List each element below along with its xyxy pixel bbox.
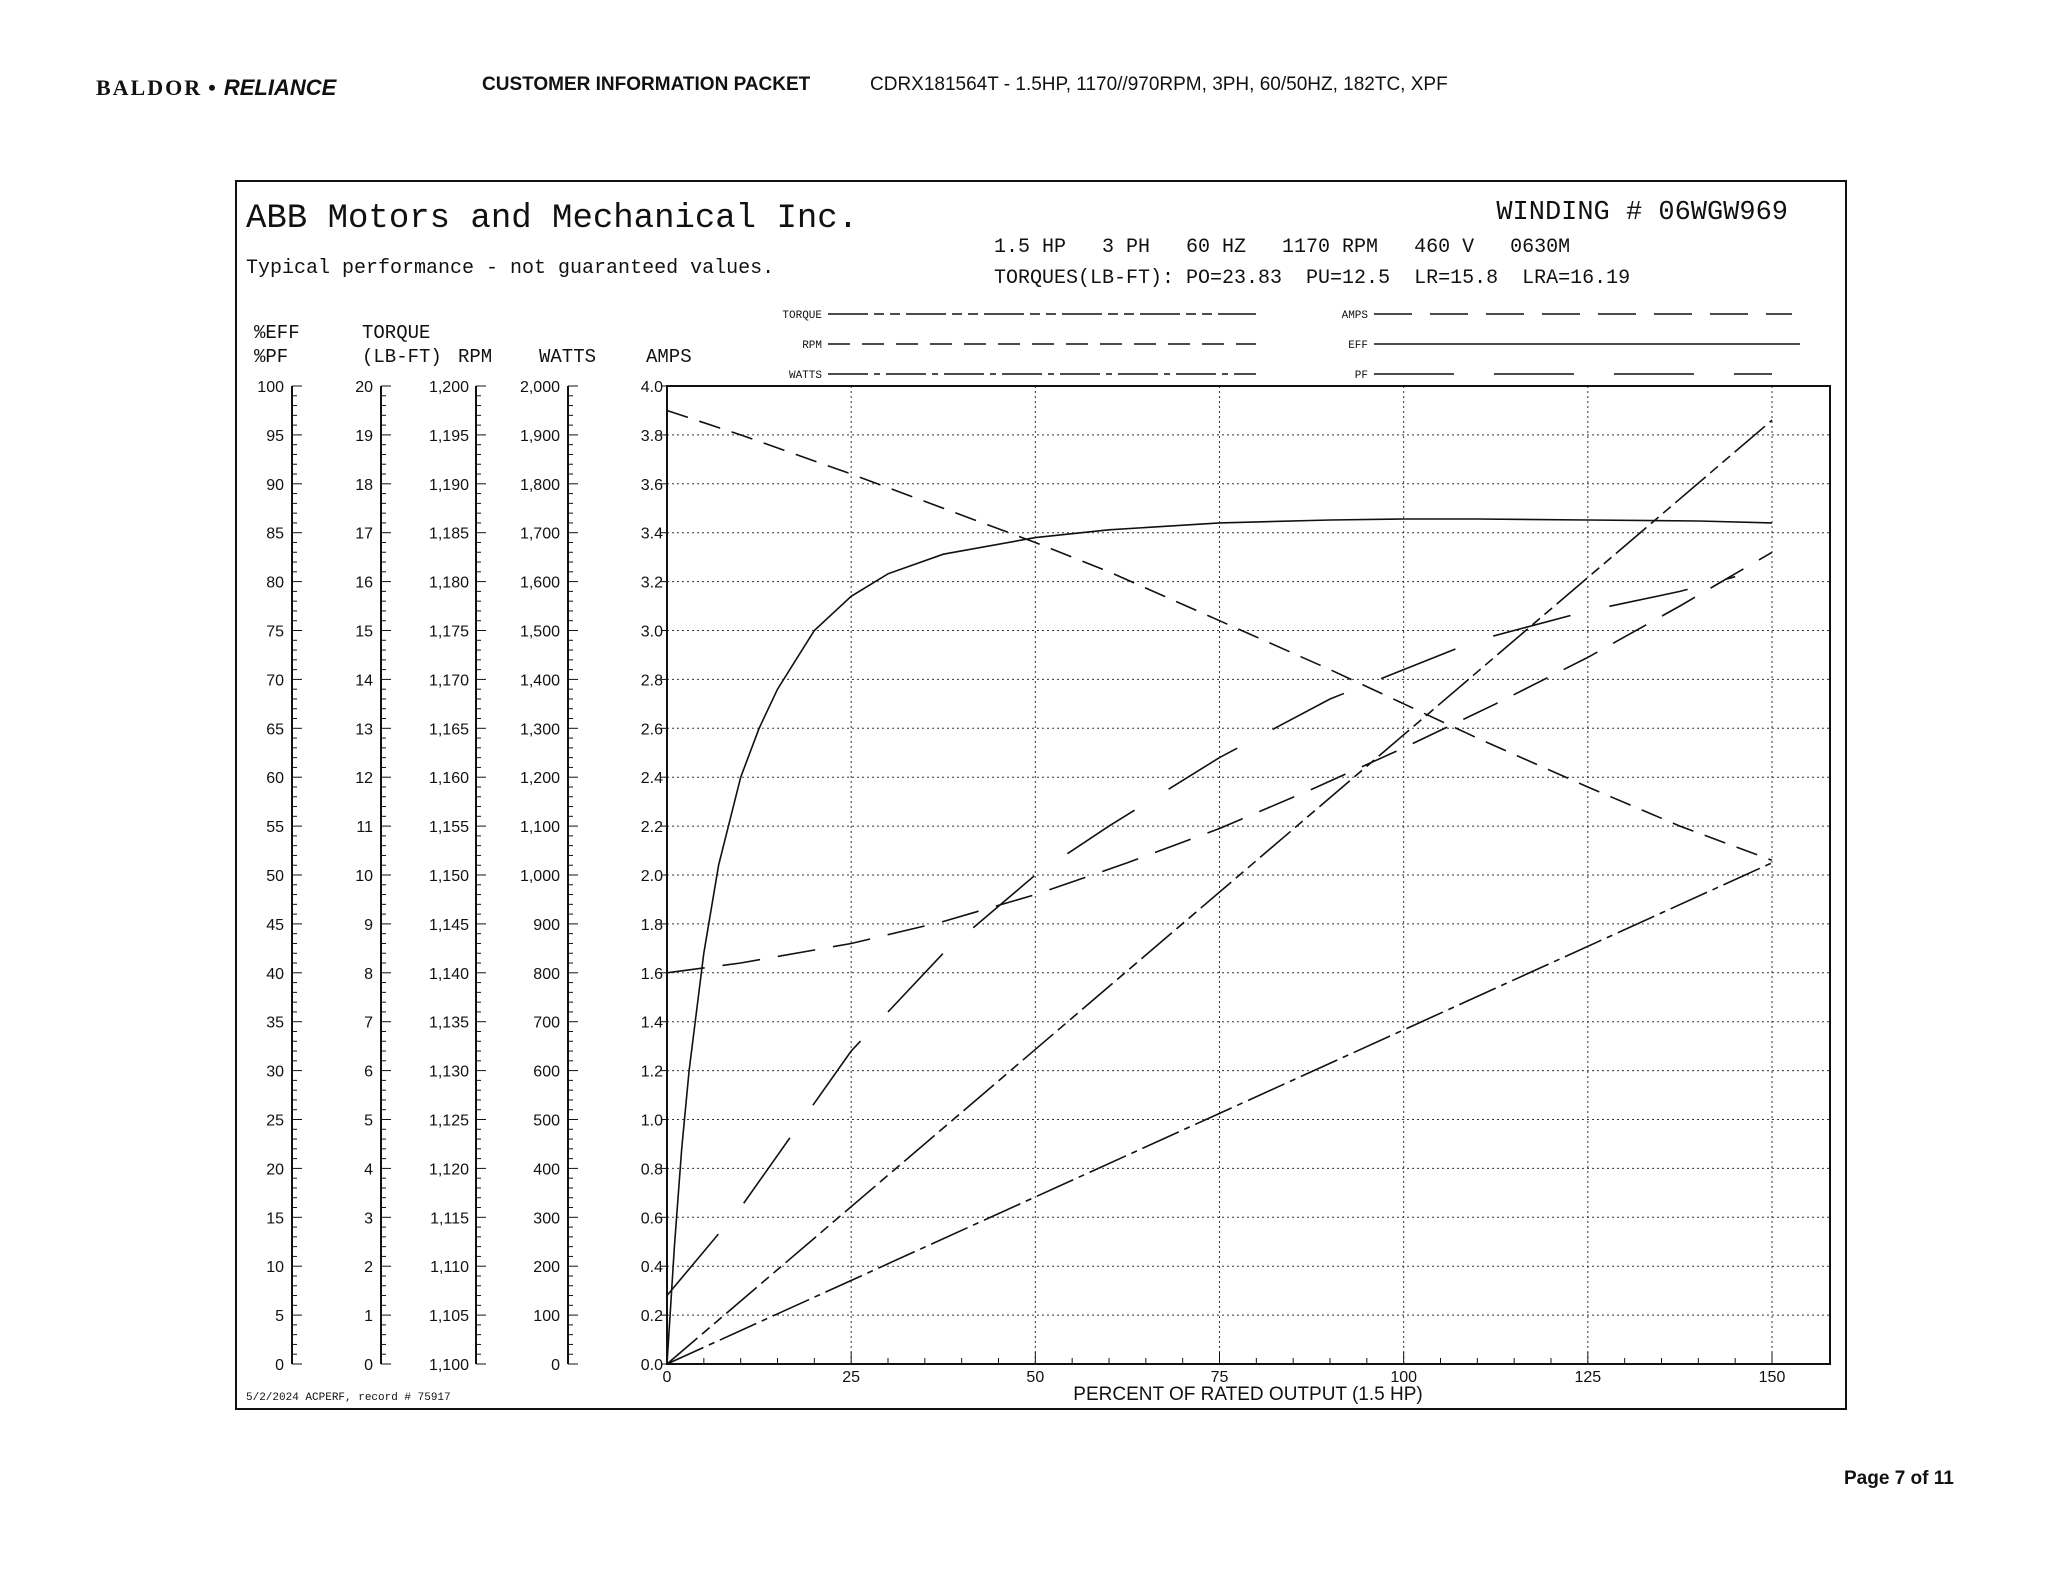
- y-tick-label: 1,145: [428, 916, 469, 934]
- y-tick-label: 100: [533, 1308, 560, 1326]
- axis-title: RPM: [458, 346, 493, 368]
- x-tick-label: 150: [1758, 1369, 1786, 1386]
- y-axis-3: [429, 346, 492, 1374]
- y-tick-label: 3: [364, 1210, 373, 1228]
- series-pf: [667, 577, 1735, 1296]
- x-tick-label: 50: [1026, 1369, 1045, 1386]
- packet-title: CUSTOMER INFORMATION PACKET: [482, 74, 811, 95]
- y-tick-label: 3.0: [640, 623, 663, 641]
- y-tick-label: 1,125: [428, 1112, 469, 1130]
- y-tick-label: 0.6: [640, 1210, 663, 1228]
- y-tick-label: 1.2: [640, 1063, 663, 1081]
- y-tick-label: 1,195: [428, 427, 469, 445]
- y-tick-label: 0.0: [640, 1357, 663, 1374]
- y-tick-label: 20: [266, 1161, 284, 1179]
- y-tick-label: 1,105: [428, 1308, 469, 1326]
- y-tick-label: 50: [266, 868, 284, 885]
- company-name: ABB Motors and Mechanical Inc.: [246, 200, 859, 238]
- y-tick-label: 100: [257, 379, 284, 396]
- y-tick-label: 1.8: [640, 916, 663, 934]
- y-tick-label: 35: [266, 1014, 284, 1032]
- y-tick-label: 1,000: [519, 868, 560, 885]
- y-tick-label: 1,400: [519, 672, 560, 690]
- y-tick-label: 0.8: [640, 1161, 663, 1179]
- brand-reliance: RELIANCE: [223, 75, 337, 100]
- y-tick-label: 1,185: [428, 525, 469, 543]
- y-tick-label: 1,100: [428, 1357, 469, 1374]
- y-tick-label: 500: [533, 1112, 560, 1130]
- y-tick-label: 900: [533, 916, 560, 934]
- y-tick-label: 3.2: [640, 574, 663, 592]
- y-tick-label: 1,500: [519, 623, 560, 641]
- y-tick-label: 2: [364, 1259, 373, 1277]
- y-tick-label: 700: [533, 1014, 560, 1032]
- y-tick-label: 0: [364, 1357, 373, 1374]
- y-tick-label: 16: [355, 574, 373, 592]
- axis-title: AMPS: [646, 346, 692, 368]
- y-tick-label: 1: [364, 1308, 373, 1326]
- y-tick-label: 12: [355, 770, 373, 788]
- y-tick-label: 7: [364, 1014, 373, 1032]
- y-tick-label: 80: [266, 574, 284, 592]
- y-tick-label: 1.6: [640, 965, 663, 983]
- axis-title: WATTS: [539, 346, 597, 368]
- y-tick-label: 1,800: [519, 476, 560, 494]
- y-tick-label: 1.0: [640, 1112, 663, 1130]
- y-tick-label: 18: [355, 476, 373, 494]
- y-tick-label: 0.4: [640, 1259, 663, 1277]
- legend-label: WATTS: [788, 370, 822, 382]
- y-tick-label: 2,000: [519, 379, 560, 396]
- y-tick-label: 8: [364, 965, 373, 983]
- motor-rating: 1.5 HP 3 PH 60 HZ 1170 RPM 460 V 0630M: [994, 236, 1571, 259]
- legend-item-watts: [789, 370, 1256, 382]
- x-tick-label: 125: [1574, 1369, 1602, 1386]
- legend-label: PF: [1354, 370, 1368, 382]
- x-tick-label: 100: [1390, 1369, 1418, 1386]
- y-tick-label: 95: [266, 427, 284, 445]
- y-tick-label: 1,110: [430, 1259, 469, 1277]
- y-tick-label: 55: [266, 819, 284, 837]
- y-tick-label: 25: [266, 1112, 284, 1130]
- brand-separator: •: [208, 75, 218, 100]
- winding-number: WINDING # 06WGW969: [1496, 198, 1788, 228]
- legend-label: RPM: [802, 340, 822, 352]
- x-tick-label: 25: [842, 1369, 861, 1386]
- y-tick-label: 17: [355, 525, 373, 543]
- axis-title: (LB-FT): [362, 346, 442, 368]
- y-tick-label: 5: [364, 1112, 373, 1130]
- y-tick-label: 1,180: [428, 574, 469, 592]
- torque-values: TORQUES(LB-FT): PO=23.83 PU=12.5 LR=15.8 LRA=16.19: [994, 267, 1631, 290]
- disclaimer: Typical performance - not guaranteed values.: [246, 257, 775, 280]
- y-tick-label: 3.6: [640, 476, 663, 494]
- legend-item-rpm: [802, 340, 1256, 352]
- y-tick-label: 300: [533, 1210, 560, 1228]
- y-tick-label: 200: [533, 1259, 560, 1277]
- legend-item-pf: [1355, 370, 1772, 382]
- y-tick-label: 5: [275, 1308, 284, 1326]
- y-tick-label: 2.8: [640, 672, 663, 690]
- y-tick-label: 2.0: [640, 868, 663, 885]
- y-tick-label: 2.6: [640, 721, 663, 739]
- y-tick-label: 1,900: [519, 427, 560, 445]
- y-tick-label: 1,700: [519, 525, 560, 543]
- y-tick-label: 1,135: [428, 1014, 469, 1032]
- y-tick-label: 2.2: [640, 819, 663, 837]
- brand-baldor: BALDOR: [96, 75, 203, 100]
- y-tick-label: 1,170: [428, 672, 469, 690]
- y-tick-label: 10: [266, 1259, 284, 1277]
- legend-label: AMPS: [1341, 310, 1368, 322]
- axis-title-top: TORQUE: [362, 322, 431, 344]
- y-tick-label: 1,200: [519, 770, 560, 788]
- y-tick-label: 0.2: [640, 1308, 663, 1326]
- y-tick-label: 1,300: [519, 721, 560, 739]
- y-tick-label: 1,200: [428, 379, 469, 396]
- y-tick-label: 20: [355, 379, 373, 396]
- record-info: 5/2/2024 ACPERF, record # 75917: [246, 1392, 451, 1404]
- y-tick-label: 45: [266, 916, 284, 934]
- y-tick-label: 1,140: [428, 965, 469, 983]
- y-tick-label: 1,120: [428, 1161, 469, 1179]
- y-tick-label: 1,165: [428, 721, 469, 739]
- y-tick-label: 3.4: [640, 525, 663, 543]
- y-tick-label: 30: [266, 1063, 284, 1081]
- y-tick-label: 15: [355, 623, 373, 641]
- page-number: Page 7 of 11: [1844, 1468, 1954, 1489]
- legend-label: EFF: [1348, 340, 1368, 352]
- y-tick-label: 19: [355, 427, 373, 445]
- y-tick-label: 800: [533, 965, 560, 983]
- y-tick-label: 85: [266, 525, 284, 543]
- x-tick-label: 0: [662, 1369, 672, 1386]
- legend-item-torque: [782, 310, 1256, 322]
- y-tick-label: 90: [266, 476, 284, 494]
- y-tick-label: 1,150: [428, 868, 469, 885]
- y-tick-label: 1,130: [428, 1063, 469, 1081]
- y-tick-label: 6: [364, 1063, 373, 1081]
- y-tick-label: 3.8: [640, 427, 663, 445]
- legend-label: TORQUE: [782, 310, 822, 322]
- y-tick-label: 1,175: [428, 623, 469, 641]
- y-tick-label: 60: [266, 770, 284, 788]
- y-tick-label: 75: [266, 623, 284, 641]
- y-tick-label: 4: [364, 1161, 373, 1179]
- y-tick-label: 0: [275, 1357, 284, 1374]
- y-tick-label: 400: [533, 1161, 560, 1179]
- y-tick-label: 0: [551, 1357, 560, 1374]
- y-tick-label: 10: [355, 868, 373, 885]
- y-tick-label: 1,115: [430, 1210, 469, 1228]
- y-tick-label: 1,100: [519, 819, 560, 837]
- x-axis-title: PERCENT OF RATED OUTPUT (1.5 HP): [1073, 1384, 1423, 1405]
- x-tick-label: 75: [1210, 1369, 1229, 1386]
- y-tick-label: 1,600: [519, 574, 560, 592]
- y-tick-label: 14: [355, 672, 373, 690]
- y-tick-label: 70: [266, 672, 284, 690]
- y-tick-label: 9: [364, 916, 373, 934]
- y-tick-label: 1.4: [640, 1014, 663, 1032]
- y-axis-1: [254, 322, 302, 1374]
- y-tick-label: 40: [266, 965, 284, 983]
- y-tick-label: 13: [355, 721, 373, 739]
- y-tick-label: 2.4: [640, 770, 663, 788]
- y-tick-label: 4.0: [640, 379, 663, 396]
- y-tick-label: 600: [533, 1063, 560, 1081]
- y-axis-4: [520, 346, 596, 1374]
- y-tick-label: 1,155: [428, 819, 469, 837]
- y-tick-label: 15: [266, 1210, 284, 1228]
- y-tick-label: 1,190: [428, 476, 469, 494]
- axis-title-top: %EFF: [254, 322, 300, 344]
- y-tick-label: 1,160: [428, 770, 469, 788]
- legend-item-eff: [1348, 340, 1800, 352]
- axis-title: %PF: [254, 346, 289, 368]
- y-tick-label: 11: [356, 819, 373, 837]
- y-tick-label: 65: [266, 721, 284, 739]
- legend-item-amps: [1342, 310, 1792, 322]
- model-line: CDRX181564T - 1.5HP, 1170//970RPM, 3PH, 60/50HZ, 182TC, XPF: [870, 74, 1448, 95]
